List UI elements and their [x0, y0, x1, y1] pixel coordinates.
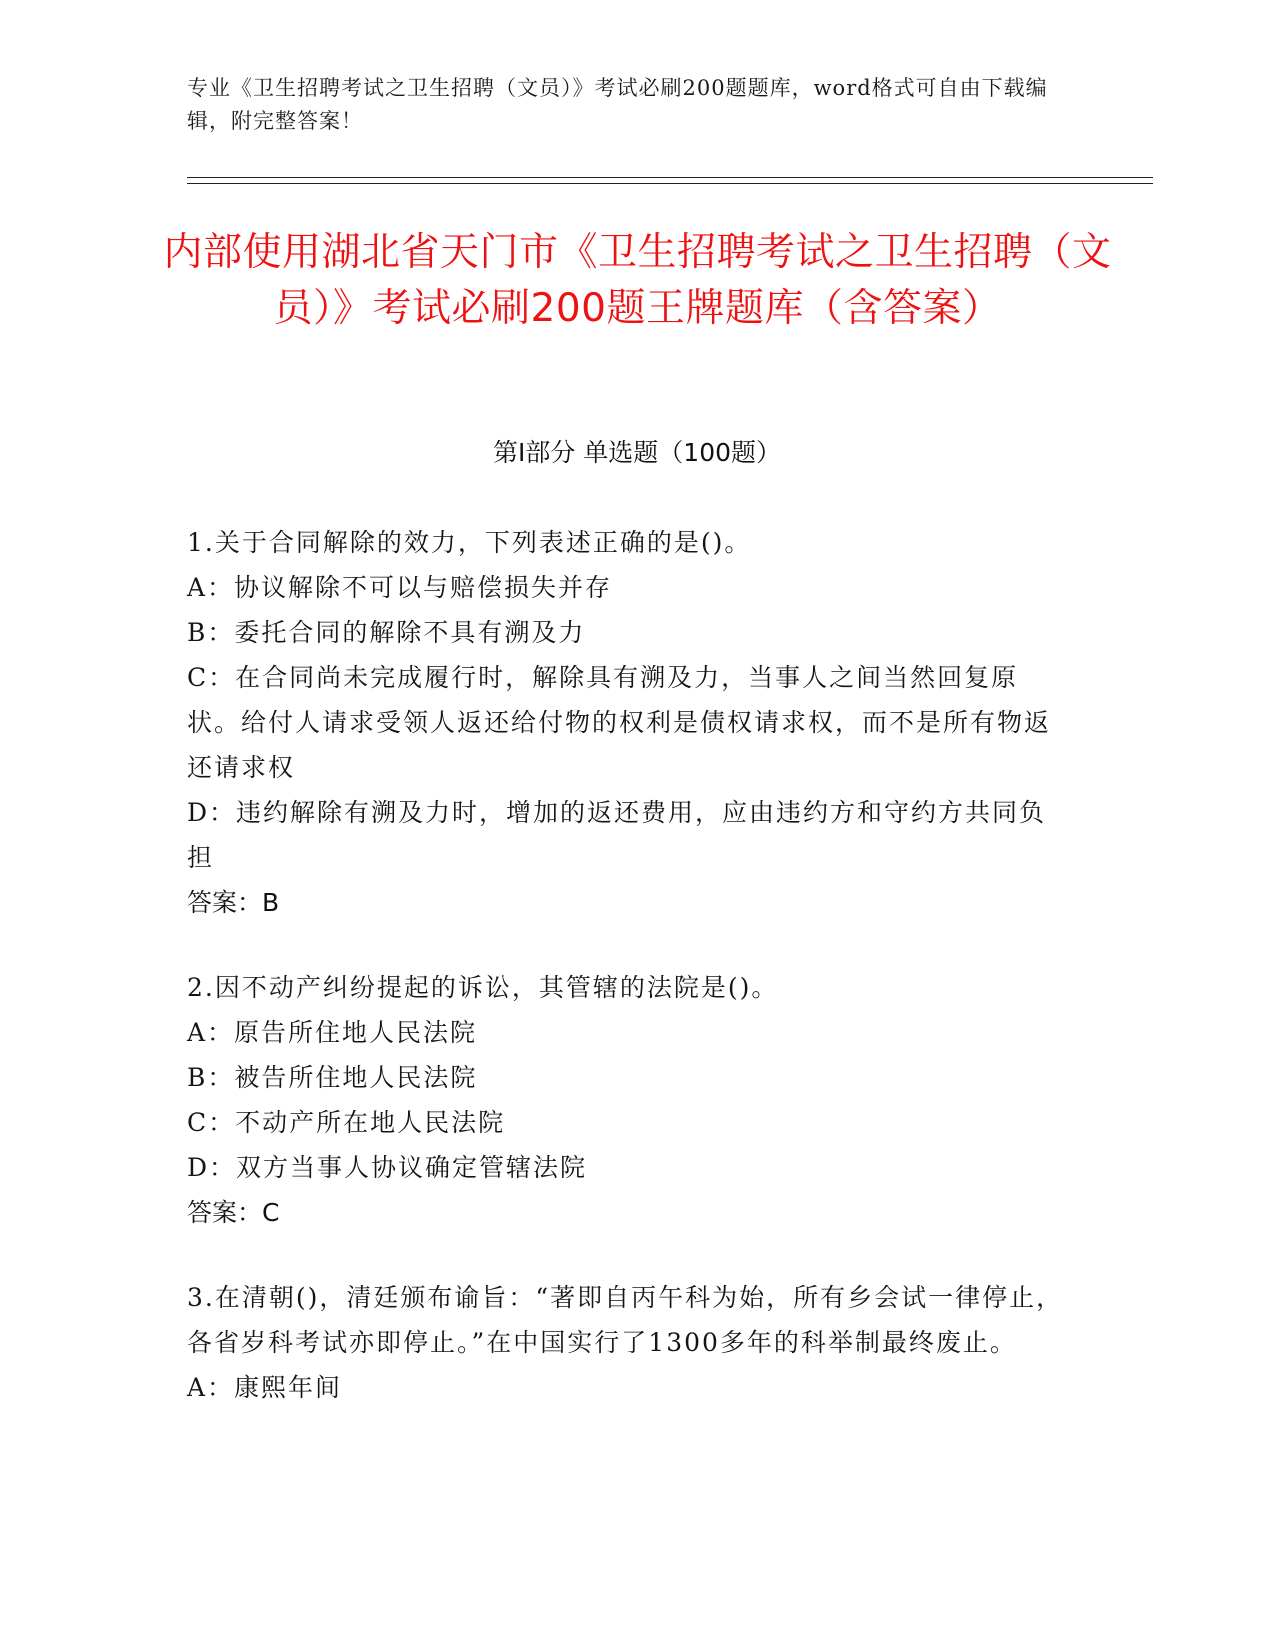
question-2 [187, 965, 1067, 1235]
option-d: D：双方当事人协议确定管辖法院 [187, 1153, 588, 1182]
header-divider-top [187, 177, 1153, 178]
option-b: B：被告所住地人民法院 [187, 1063, 478, 1092]
section-heading: 第Ⅰ部分 单选题（100题） [492, 438, 782, 467]
option-c: C：在合同尚未完成履行时，解除具有溯及力，当事人之间当然回复原状。给付人请求受领人返还给付物的权利是债权请求权，而不是所有物返还请求权 [187, 663, 1052, 782]
option-a: A：康熙年间 [187, 1373, 343, 1402]
option-c: C：不动产所在地人民法院 [187, 1108, 506, 1137]
question-1 [187, 520, 1067, 925]
answer: 答案：C [187, 1198, 280, 1227]
question-3 [187, 1275, 1067, 1410]
document-title: 内部使用湖北省天门市《卫生招聘考试之卫生招聘（文员）》考试必刷200题王牌题库（含答案） [163, 230, 1112, 331]
question-stem: 1.关于合同解除的效力，下列表述正确的是()。 [187, 528, 752, 557]
question-list [187, 520, 1067, 1450]
header-divider-bottom [187, 183, 1153, 184]
question-stem: 3.在清朝()，清廷颁布谕旨：“著即自丙午科为始，所有乡会试一律停止，各省岁科考试亦即停止。”在中国实行了1300多年的科举制最终废止。 [187, 1283, 1064, 1357]
header-note: 专业《卫生招聘考试之卫生招聘（文员）》考试必刷200题题库，word格式可自由下载编辑，附完整答案！ [187, 76, 1048, 133]
option-a: A：协议解除不可以与赔偿损失并存 [187, 573, 613, 602]
option-d: D：违约解除有溯及力时，增加的返还费用，应由违约方和守约方共同负担 [187, 798, 1047, 872]
option-a: A：原告所住地人民法院 [187, 1018, 478, 1047]
question-stem: 2.因不动产纠纷提起的诉讼，其管辖的法院是()。 [187, 973, 779, 1002]
option-b: B：委托合同的解除不具有溯及力 [187, 618, 586, 647]
answer: 答案：B [187, 888, 280, 917]
